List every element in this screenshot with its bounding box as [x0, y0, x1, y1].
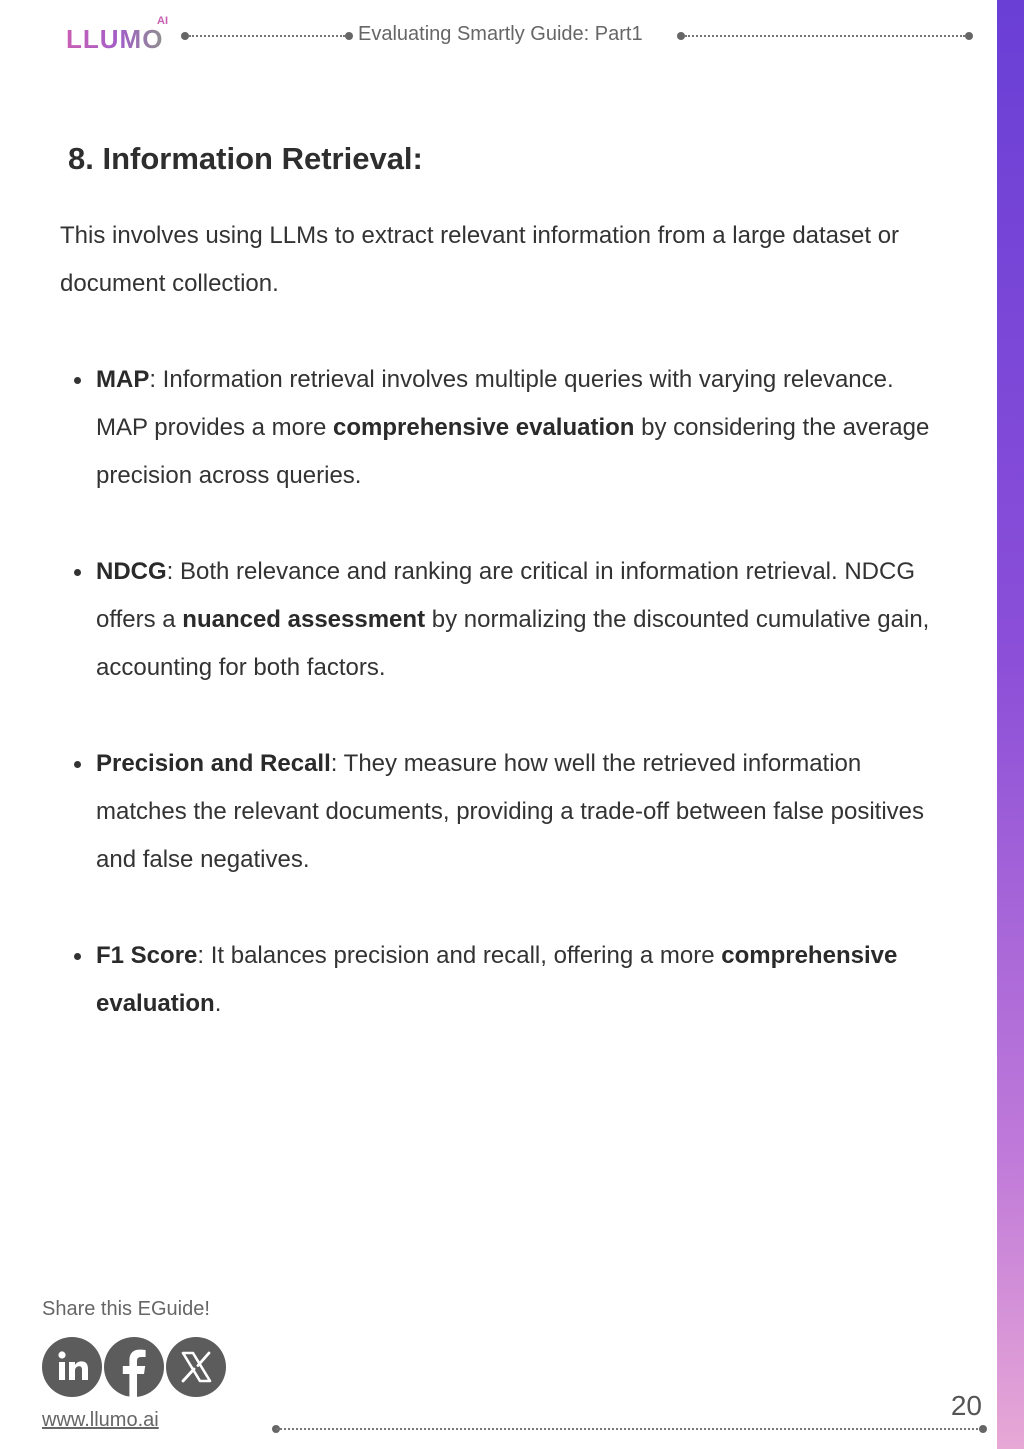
- header-divider-right: [685, 35, 965, 37]
- bullet-text: : Information retrieval involves multiple queries with varying relevance. MAP provides a more: [96, 366, 894, 441]
- header-dot-right: [677, 32, 685, 40]
- bullet-emphasis: comprehensive evaluation: [333, 414, 635, 441]
- bullet-emphasis: comprehensive evaluation: [96, 942, 898, 1017]
- bullet-emphasis: nuanced assessment: [182, 606, 426, 633]
- logo-superscript: AI: [157, 15, 168, 27]
- bullet-term: NDCG: [96, 558, 167, 585]
- section-number: 8.: [68, 141, 94, 176]
- bullet-text: .: [214, 990, 222, 1017]
- bullet-text: : They measure how well the retrieved information matches the relevant documents, providing a trade-off between false positives and false negatives.: [96, 750, 925, 873]
- llumo-logo: [66, 14, 176, 54]
- bullet-dot: [74, 569, 81, 576]
- list-item-ndcg: [60, 548, 940, 692]
- bullet-text: by normalizing the discounted cumulative gain, accounting for both factors.: [96, 606, 930, 681]
- header-dot-end: [965, 32, 973, 40]
- bullet-text: : Both relevance and ranking are critical in information retrieval. NDCG offers a: [96, 558, 915, 633]
- facebook-icon[interactable]: [104, 1337, 164, 1397]
- header-dot-start: [181, 32, 189, 40]
- section-heading: [68, 141, 423, 177]
- list-item-f1-score: [60, 932, 940, 1028]
- bullet-dot: [74, 377, 81, 384]
- bullet-dot: [74, 761, 81, 768]
- website-link[interactable]: www.llumo.ai: [42, 1409, 159, 1431]
- bullet-text: by considering the average precision across queries.: [96, 414, 930, 489]
- x-icon[interactable]: [166, 1337, 226, 1397]
- metrics-list: [60, 356, 940, 1076]
- footer-divider: [276, 1428, 982, 1430]
- bullet-term: Precision and Recall: [96, 750, 331, 777]
- bullet-text: : It balances precision and recall, offering a more: [197, 942, 722, 969]
- section-intro: This involves using LLMs to extract relevant information from a large dataset or document collection.: [60, 222, 900, 297]
- bullet-dot: [74, 953, 81, 960]
- linkedin-icon[interactable]: [42, 1337, 102, 1397]
- list-item-map: [60, 356, 940, 500]
- footer-dot-end: [979, 1425, 987, 1433]
- logo-text: LLUMO: [66, 24, 164, 54]
- list-item-precision-recall: [60, 740, 940, 884]
- section-title: Information Retrieval:: [102, 141, 423, 176]
- bullet-term: MAP: [96, 366, 150, 393]
- header-dot-left: [345, 32, 353, 40]
- header-divider-left: [189, 35, 345, 37]
- share-label: Share this EGuide!: [42, 1298, 210, 1320]
- guide-title: Evaluating Smartly Guide: Part1: [358, 23, 643, 45]
- side-accent-bar: [997, 0, 1024, 1449]
- page-number: 20: [950, 1390, 982, 1421]
- bullet-term: F1 Score: [96, 942, 198, 969]
